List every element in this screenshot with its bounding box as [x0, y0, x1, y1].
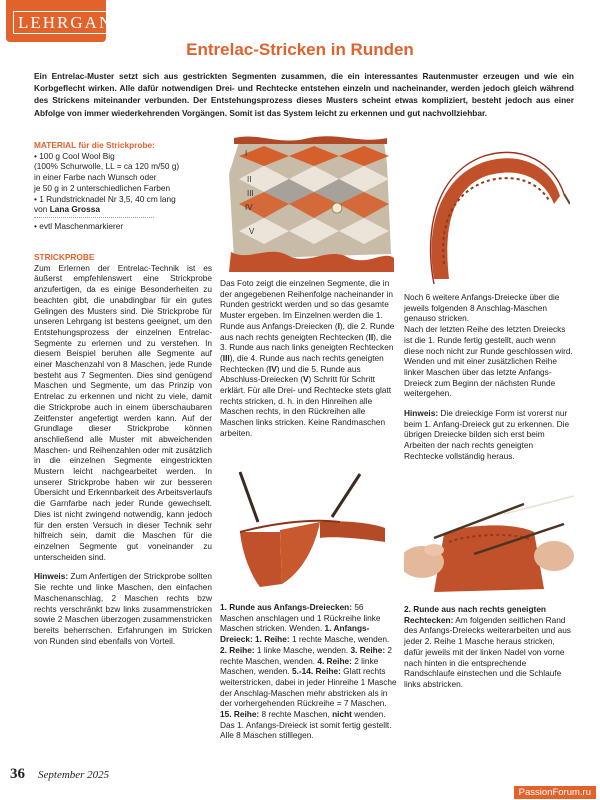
material-line: • 100 g Cool Wool Big — [34, 150, 115, 161]
material-section — [34, 140, 212, 232]
step-text: 1 rechte Masche, wenden. — [289, 634, 390, 645]
strickprobe-heading: STRICKPROBE — [34, 252, 95, 262]
photo-description-text — [220, 278, 398, 439]
step-text: Glatt rechts weiterstricken, dabei in jeder Hinreihe 1 Masche der Anschlag-Maschen mehr abstricken als in der vorhergehenden Rückreihe = 7 Maschen. — [220, 666, 397, 709]
site-watermark: PassionForum.ru — [514, 786, 596, 799]
step-title: 4. Reihe: — [317, 655, 352, 666]
segment-label: III — [247, 189, 254, 198]
section-tab — [6, 0, 128, 42]
strickprobe-hint — [34, 571, 212, 646]
material-line: in einer Farbe nach Wunsch oder — [34, 172, 157, 183]
brand-name: Lana Grossa — [49, 204, 100, 215]
photo-text-part: Das Foto zeigt die einzelnen Segmente, die in der angegebenen Reihenfolge nacheinander in Runden gestrickt werden und so das gesamte Muster ergeben. Im Einzelnen werden die 1. Runde aus Anfangs-Dreiecken ( — [220, 278, 393, 331]
hint-text: Zum Anfertigen der Strickprobe sollten Sie rechte und linke Maschen, den einfachen Maschenanschlag, 2 Maschen rechts bzw rechts verschränkt bzw links zusammenstricken sowie 2 Maschen überzogen zusammenstricken bereits beherrschen. Erfahrungen im Stricken von Runden sind ebenfalls von Vorteil. — [34, 571, 212, 646]
segment-ref: III — [222, 352, 230, 363]
segment-label: II — [247, 175, 252, 184]
step-text: 2 rechte Maschen, wenden. — [220, 644, 393, 666]
step-text: 8 rechte Maschen, — [259, 709, 333, 720]
photo-text-part: ) Schritt für Schritt erklärt. Für alle Drei- und Rechtecke stets glatt rechts stricken, d. h. in den Hinreihen alle Maschen rechts, in den Rückreihen alle Maschen links stricken. Keine Randmaschen arbeiten. — [220, 374, 392, 438]
step1-text — [220, 602, 398, 741]
continuation-hint — [404, 408, 574, 462]
step-title: 5.-14. Reihe: — [291, 666, 341, 677]
step-title: nicht — [332, 709, 352, 720]
photo-text-part: ) und die 5. Runde aus Abschluss-Dreiecken ( — [220, 363, 361, 385]
photo-text-part: ), die 3. Runde aus nach links geneigten Rechtecken ( — [220, 331, 394, 363]
step-title: 1. Anfangs-Dreieck: 1. Reihe: — [220, 623, 370, 645]
step-text: 2 linke Maschen, wenden. — [220, 655, 379, 677]
hint-label: Hinweis: — [404, 408, 439, 419]
segment-ref: II — [368, 331, 374, 342]
triangle-graphic — [220, 462, 396, 592]
strickprobe-section — [34, 252, 212, 646]
triangle-photo — [220, 462, 396, 592]
continuation-section — [404, 292, 574, 462]
material-extra: • evtl Maschenmarkierer — [34, 220, 124, 231]
photo-text-part: ), die 2. Runde aus nach rechts geneigten Rechtecken ( — [220, 320, 395, 342]
segment-ref: IV — [268, 363, 277, 374]
hint-label: Hinweis: — [34, 571, 69, 582]
circular-knitting-photo — [404, 134, 570, 286]
hint-text: Die dreieckige Form ist vorerst nur beim 1. Anfang-Dreieck gut zu erkennen. Die übrigen Dreiecke bilden sich erst beim Arbeiten der nach rechts geneigten Rechtecke vollständig heraus. — [404, 408, 570, 461]
step-title: 15. Reihe: — [220, 709, 260, 720]
sample-photo-graphic — [219, 134, 399, 272]
step-text: Am folgenden seitlichen Rand des Anfangs-Dreiecks weiterarbeiten und aus jeder 2. Reihe 1 Masche heraus stricken, dafür jeweils mit der linken Nadel von vorne nach hinten in die entsprechende Randschlaufe einstechen und die Schlaufe links abstricken. — [404, 614, 571, 689]
material-line: (100% Schurwolle, LL = ca 120 m/50 g) — [34, 161, 180, 172]
step-text: 56 Maschen anschlagen und 1 Rückreihe linke Maschen stricken. Wenden. — [220, 602, 381, 634]
segment-label: I — [245, 149, 248, 158]
step2-text — [404, 604, 574, 690]
step-title: 3. Reihe: — [350, 644, 386, 655]
step-text: wenden. Das 1. Anfangs-Dreieck ist somit fertig gestellt. Alle 8 Maschen stilllegen. — [220, 709, 392, 741]
step-text: 1 linke Masche, wenden. — [254, 644, 351, 655]
sample-photo — [219, 134, 399, 272]
circular-knitting-graphic — [404, 134, 570, 286]
page-number: 36 — [10, 766, 25, 782]
material-heading: MATERIAL für die Strickprobe: — [34, 140, 155, 150]
photo-description — [220, 278, 398, 439]
segment-label: IV — [245, 203, 253, 212]
hands-graphic — [404, 494, 574, 598]
hands-photo — [404, 494, 574, 598]
segment-ref: V — [303, 374, 309, 385]
continuation-text-1: Noch 6 weitere Anfangs-Dreiecke über die jeweils folgenden 8 Anschlag-Maschen genauso stricken. — [404, 292, 560, 324]
step-title: 1. Runde aus Anfangs-Dreiecken: — [220, 602, 353, 612]
material-line: • 1 Rundstricknadel Nr 3,5, 40 cm lang — [34, 193, 176, 204]
strickprobe-text: Zum Erlernen der Entrelac-Technik ist es äußerst empfehlenswert eine Strickprobe anzufertigen, da es einige Besonderheiten zu beachten gibt, die unabdingbar für ein gutes Gelingen des Musters sind. Die Strickprobe für unseren Lehrgang ist bestens geeignet, um den Entstehungsprozess der einzelnen Entrelac-Segmente zu erlernen und zu verstehen. In diesem Beispiel beruhen alle Segmente auf einer Maschenzahl von 8 Maschen, jede Runde besteht aus 7 Segmenten. Dies sind genügend Maschen und Segmente, um das Prinzip von Entrelac zu erkennen und nicht zu viele, damit die Strickprobe auch in einem überschaubaren Zeitfenster angefertigt werden kann. Auf der Grundlage dieser Strickprobe können anschließend alle Muster mit abweichenden Maschen- und Reihenzahlen oder mit zusätzlich in die einzelnen Segmente eingestrickten Mustern leicht nachgearbeitet werden. In unserer Strickprobe haben wir zur besseren Übersicht und Erkennbarkeit des Arbeitsverlaufs die Garnfarbe nach jeder Runde gewechselt. Dies ist nicht zwingend notwendig, kann jedoch für den ersten Versuch in dieser Technik sehr hilfreich sein, damit die Maschen für die einzelnen Segmente gut voneinander zu unterscheiden sind. — [34, 262, 212, 562]
issue-date: September 2025 — [38, 769, 110, 781]
step2-section — [404, 604, 574, 690]
intro-text: Ein Entrelac-Muster setzt sich aus gestrickten Segmenten zusammen, die ein interessantes Rautenmuster erzeugen und wie ein Korbgeflecht wirken. Alle dafür notwendigen Drei- und Rechtecke entstehen einzeln und nacheinander, werden jedoch gleich während des Strickens miteinander verbunden. Der Entstehungsprozess dieses Musters scheint etwas kompliziert, besteht jedoch aus einer Abfolge von immer wiederkehrenden Vorgängen. Somit ist das System leicht zu erkennen und gut nachvollziehbar. — [34, 71, 574, 118]
segment-label: V — [249, 227, 255, 236]
section-tab-label: LEHRGANG — [13, 11, 133, 34]
material-brand — [34, 204, 212, 215]
segment-ref: I — [337, 320, 340, 331]
step1-section — [220, 602, 398, 741]
material-line: je 50 g in 2 unterschiedlichen Farben — [34, 182, 171, 193]
photo-text-part: ), die 4. Runde aus nach rechts geneigten Rechtecken ( — [220, 352, 384, 374]
page-title: Entrelac-Stricken in Runden — [186, 40, 414, 59]
divider — [34, 217, 154, 218]
step-title: 2. Reihe: — [220, 644, 255, 655]
step-title: 2. Runde aus nach rechts geneigten Rechtecken: — [404, 604, 547, 625]
material-brand-prefix: von — [34, 204, 50, 215]
continuation-text-2: Nach der letzten Reihe des letzten Dreiecks ist die 1. Runde fertig gestellt, auch wenn diese noch nicht zur Runde geschlossen wird. Wenden und mit einer zusätzlichen Reihe linker Maschen über das letzte Anfangs-Dreieck zum Beginn der nächsten Runde weitergehen. — [404, 324, 573, 399]
